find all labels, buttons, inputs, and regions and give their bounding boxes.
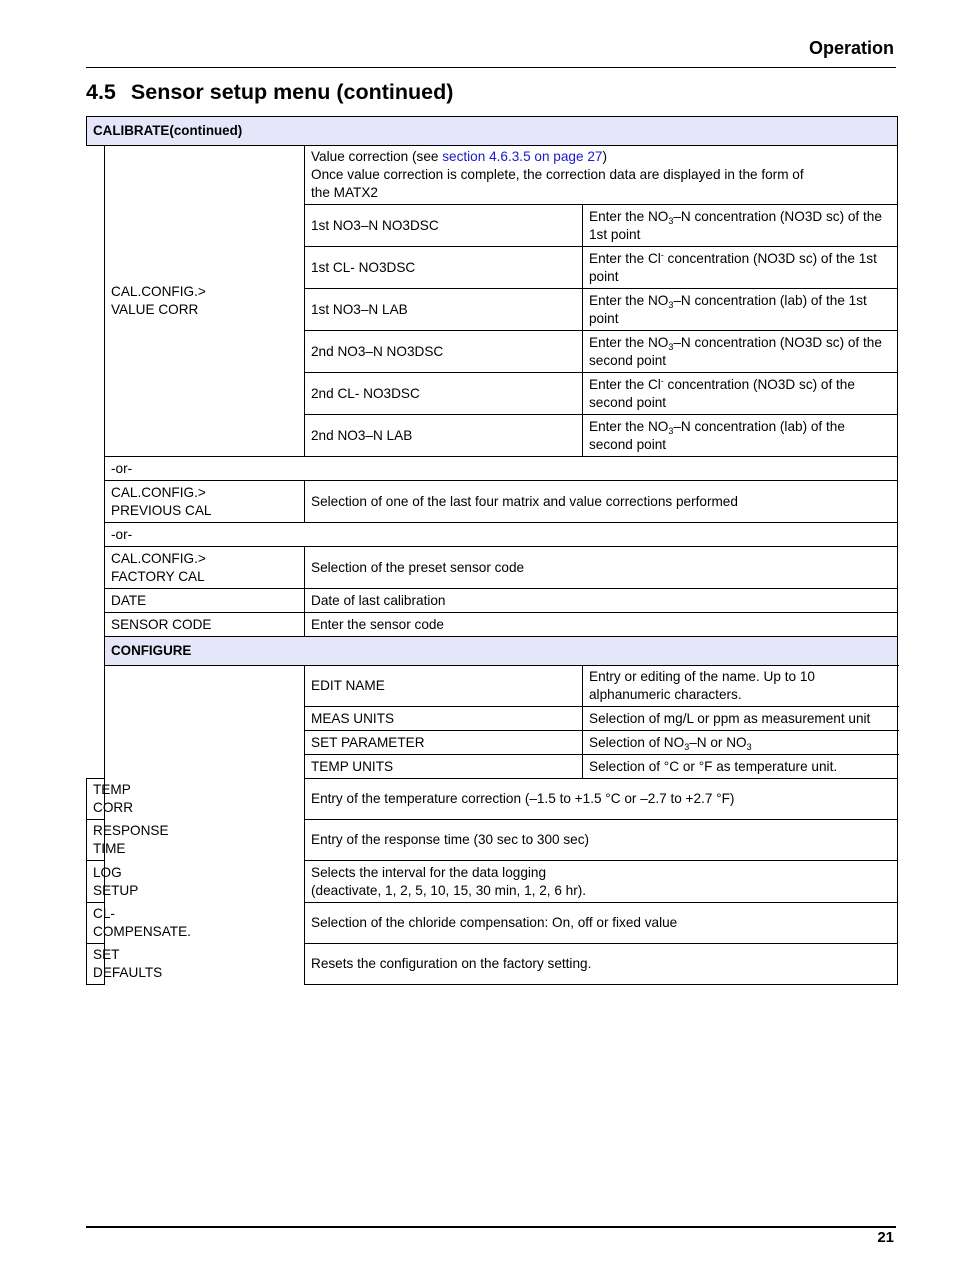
temp-corr-description: Entry of the temperature correction (–1.5 to +1.5 °C or –2.7 to +2.7 °F)	[305, 779, 898, 820]
table-row	[87, 146, 898, 205]
table-row	[87, 547, 898, 589]
configure-band-label: CONFIGURE	[105, 637, 898, 666]
menu-path: CAL.CONFIG.>	[111, 550, 206, 566]
or-separator: -or-	[105, 457, 898, 481]
menu-path: CAL.CONFIG.>	[111, 484, 206, 500]
table-row	[87, 481, 898, 523]
param-name: 1st NO3–N LAB	[305, 289, 583, 331]
footer-rule	[86, 1226, 896, 1228]
param-description: Enter the $NO_3-N$ concentration (NO3D sc) of the second point	[583, 331, 898, 373]
cl-compensate-menu-cell: CL- COMPENSATE.	[87, 903, 105, 944]
date-description: Date of last calibration	[305, 589, 898, 613]
param-name: 2nd NO3–N NO3DSC	[305, 331, 583, 373]
menu-path: CAL.CONFIG.>	[111, 284, 206, 299]
temp-units-menu-cell: TEMP UNITS	[305, 755, 583, 779]
section-link[interactable]: section 4.6.3.5 on page 27	[442, 149, 603, 164]
temp-units-description: Selection of °C or °F as temperature unit.	[583, 755, 898, 779]
sensor-setup-menu-table	[86, 116, 898, 985]
set-parameter-description: Selection of $NO_3-N$ or $NO_3$	[583, 731, 898, 755]
param-name: 1st NO3–N NO3DSC	[305, 205, 583, 247]
table-row	[87, 457, 898, 481]
response-time-menu-cell: RESPONSE TIME	[87, 820, 105, 861]
param-description: Enter the Cl- concentration (NO3D sc) of the second point	[583, 373, 898, 415]
menu-item: FACTORY CAL	[111, 568, 205, 584]
previous-cal-menu-cell	[105, 481, 305, 523]
calibrate-band-label: CALIBRATE(continued)	[87, 117, 898, 146]
cl-compensate-description: Selection of the chloride compensation: On, off or fixed value	[305, 903, 898, 944]
desc-text: )	[602, 149, 607, 164]
date-menu-cell: DATE	[105, 589, 305, 613]
table-row	[87, 589, 898, 613]
set-defaults-description: Resets the configuration on the factory setting.	[305, 944, 898, 985]
param-name: 2nd CL- NO3DSC	[305, 373, 583, 415]
desc-text: (deactivate, 1, 2, 5, 10, 15, 30 min, 1, 2, 6 hr).	[311, 882, 587, 898]
param-description: Enter the $NO_3-N$ concentration (lab) of the 1st point	[583, 289, 898, 331]
value-corr-description	[305, 146, 898, 205]
factory-cal-description: Selection of the preset sensor code	[305, 547, 898, 589]
desc-text: Selects the interval for the data logging	[311, 864, 547, 880]
value-corr-menu-cell	[105, 146, 305, 457]
previous-cal-description: Selection of one of the last four matrix and value corrections performed	[305, 481, 898, 523]
set-parameter-menu-cell: SET PARAMETER	[305, 731, 583, 755]
or-separator: -or-	[105, 523, 898, 547]
indent-gutter	[87, 146, 105, 779]
factory-cal-menu-cell	[105, 547, 305, 589]
table-row	[87, 666, 898, 707]
edit-name-menu-cell: EDIT NAME	[305, 666, 583, 707]
set-defaults-menu-cell: SET DEFAULTS	[87, 944, 105, 985]
param-name: 2nd NO3–N LAB	[305, 415, 583, 457]
param-name: 1st CL- NO3DSC	[305, 247, 583, 289]
calibrate-band-row	[87, 117, 898, 146]
desc-text: Once value correction is complete, the correction data are displayed in the form of	[311, 167, 804, 182]
meas-units-description: Selection of mg/L or ppm as measurement unit	[583, 707, 898, 731]
edit-name-description: Entry or editing of the name. Up to 10 alphanumeric characters.	[583, 666, 898, 707]
log-setup-menu-cell: LOG SETUP	[87, 861, 105, 903]
table-row	[87, 523, 898, 547]
menu-item: VALUE CORR	[111, 302, 199, 317]
header-rule	[86, 67, 896, 68]
sensor-code-menu-cell: SENSOR CODE	[105, 613, 305, 637]
param-description: Enter the $NO_3-N$ concentration (NO3D sc) of the 1st point	[583, 205, 898, 247]
param-description: Enter the $NO_3-N$ concentration (lab) of the second point	[583, 415, 898, 457]
temp-corr-menu-cell: TEMP CORR	[87, 779, 105, 820]
table-row	[87, 613, 898, 637]
meas-units-menu-cell: MEAS UNITS	[305, 707, 583, 731]
desc-text: the MATX2	[311, 185, 378, 200]
desc-text: Value correction (see	[311, 149, 443, 164]
response-time-description: Entry of the response time (30 sec to 300 sec)	[305, 820, 898, 861]
running-header-title: Operation	[808, 38, 894, 58]
page-number: 21	[877, 1229, 894, 1246]
section-heading	[86, 80, 453, 105]
sensor-code-description: Enter the sensor code	[305, 613, 898, 637]
menu-item: PREVIOUS CAL	[111, 502, 212, 518]
section-title: Sensor setup menu (continued)	[130, 80, 454, 104]
section-number: 4.5	[86, 80, 116, 104]
log-setup-description	[305, 861, 898, 903]
param-description: Enter the Cl- concentration (NO3D sc) of the 1st point	[583, 247, 898, 289]
configure-band-row	[87, 637, 898, 666]
